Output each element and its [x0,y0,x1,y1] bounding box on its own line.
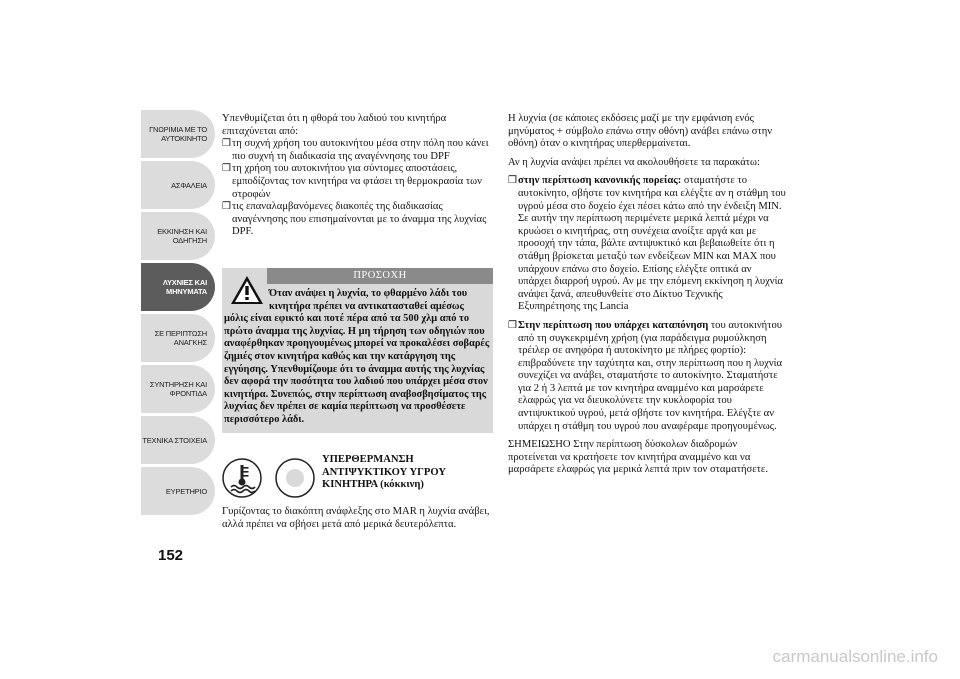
right-column [508,113,786,477]
note-paragraph: ΣΗΜΕΙΩΣΗΟ Στην περίπτωση δύσκολων διαδρομών προτείνεται να κρατήσετε τον κινητήρα αναμμένο και να μαρσάρετε ελαφρώς για μερικά λεπτά πριν τον σταματήσετε. [508,439,769,476]
tab-emergency[interactable] [141,314,215,362]
tab-warning-lights[interactable] [141,263,215,311]
watermark: carmanualsonline.info [772,647,938,666]
paragraph: Αν η λυχνία ανάψει πρέπει να ακολουθήσετε τα παρακάτω: [508,156,760,168]
checkbox-bullet-icon: ❒ [222,163,231,175]
tab-starting-driving[interactable] [141,212,215,260]
list-item-text: τη συχνή χρήση του αυτοκινήτου μέσα στην πόλη που κάνει πιο συχνή τη διαδικασία της αναγέννησης του DPF [232,138,489,162]
tab-technical-data[interactable] [141,416,215,464]
list-item-heading: στην περίπτωση κανονικής πορείας: [518,175,682,187]
checkbox-bullet-icon: ❒ [508,175,517,187]
warning-title: ΠΡΟΣΟΧΗ [267,268,493,284]
tab-safety[interactable] [141,161,215,209]
list-item [508,320,786,433]
warning-text [222,288,490,427]
page-number: 152 [158,547,184,564]
chapter-sidebar [141,110,215,518]
warning-text-rest: μόλις είναι εφικτό και ποτέ πέρα από τα 500 χλμ από το πρώτο άναμμα της λυχνίας. Η μη τήρηση των οδηγιών που αναφέρθηκαν προηγουμένως μπορεί να προκαλέσει σοβαρές ζημιές στον κινητήρα καθώς και την κατάργηση της εγγύησης. Υπενθυμίζουμε ότι το άναμμα αυτής της λυχνίας δεν αφορά την ποσότητα του λαδιού που υπάρχει μέσα στον κινητήρα. Συνεπώς, στην περίπτωση αναβοσβησίματος της λυχνίας δεν πρέπει σε καμία περίπτωση να προσθέσετε περισσότερο λάδι. [224,313,490,425]
list-item [222,138,492,163]
tab-label: ΣΥΝΤΗΡΗΣΗ ΚΑΙ ΦΡΟΝΤΙΔΑ [149,380,207,398]
indicator-text: Γυρίζοντας το διακόπτη ανάφλεξης στο MAR η λυχνία ανάβει, αλλά πρέπει να σβήσει μετά από μερικά δευτερόλεπτα. [222,506,490,530]
checkbox-bullet-icon: ❒ [508,319,517,331]
tab-getting-to-know[interactable] [141,110,215,158]
checkbox-bullet-icon: ❒ [222,201,231,213]
list-item-text: τις επαναλαμβανόμενες διακοπές της διαδικασίας αναγέννησης που επισημαίνονται με το άναμμα της λυχνίας DPF. [232,201,487,238]
tab-label: ΕΚΚΙΝΗΣΗ ΚΑΙ ΟΔΗΓΗΣΗ [157,227,207,245]
warning-box [222,268,493,433]
indicator-title: ΥΠΕΡΘΕΡΜΑΝΣΗ ΑΝΤΙΨΥΚΤΙΚΟΥ ΥΓΡΟΥ ΚΙΝΗΤΗΡΑ (κόκκινη) [322,454,446,491]
list-item [222,201,492,239]
tab-maintenance[interactable] [141,365,215,413]
list-item [508,175,786,314]
indicator-icons [222,456,322,500]
coolant-temperature-icon [223,459,261,497]
list-item-text: του αυτοκινήτου από τη συγκεκριμένη χρήση (για παράδειγμα ρυμούλκηση τρέιλερ σε ανηφόρα ή αυτοκίνητο με πλήρες φορτίο): επιβραδύνετε την ταχύτητα και, στην περίπτωση που η λυχνία συνεχίζει να ανάβει, σταματήστε το αυτοκίνητο. Σταματήστε για 2 ή 3 λεπτά με τον κινητήρα αναμμένο και μαρσάρετε ελαφρώς για να διευκολύνετε την κυκλοφορία του αντιψυκτικού υγρού, μετά σβήστε τον κινητήρα. Ελέγξτε αν υπάρχει η στάθμη του υγρού που αναφέραμε προηγουμένως. [518,319,783,432]
tab-index[interactable] [141,467,215,515]
warning-text-first: Όταν ανάψει η λυχνία, το φθαρμένο λάδι του κινητήρα πρέπει να αντικατασταθεί αμέσως [269,288,468,312]
tab-label: ΓΝΩΡΙΜΙΑ ΜΕ ΤΟ ΑΥΤΟΚΙΝΗΤΟ [149,125,207,143]
generic-indicator-icon [276,459,314,497]
tab-label: ΕΥΡΕΤΗΡΙΟ [165,486,207,496]
list-item-text: σταματήστε το αυτοκίνητο, σβήστε τον κινητήρα και ελέγξτε αν η στάθμη του υγρού μέσα στο δοχείο έχει πέσει κάτω από την ένδειξη MIN. Σε αυτήν την περίπτωση περιμένετε μερικά λεπτά μέχρι να κρυώσει ο κινητήρας, στη συνέχεια ανοίξτε αργά και με προσοχή την τάπα, βάλτε αντιψυκτικό και βεβαιωθείτε ότι η στάθμη βρίσκεται μεταξύ των ενδείξεων MIN και MAX που υπάρχουν επάνω στο δοχείο. Επίσης ελέγξτε οπτικά αν υπάρχει διαρροή υγρού. Αν με την επόμενη εκκίνηση η λυχνία ανάψει ξανά, απευθυνθείτε στο Δίκτυο Τεχνικής Εξυπηρέτησης της Lancia [518,175,786,313]
paragraph: Η λυχνία (σε κάποιες εκδόσεις μαζί με την εμφάνιση ενός μηνύματος + σύμβολο επάνω στην οθόνη) ανάβει επάνω στην οθόνη) όταν ο κινητήρας υπερθερμαίνεται. [508,113,773,150]
intro-paragraph: Υπενθυμίζεται ότι η φθορά του λαδιού του κινητήρα επιταχύνεται από: [222,113,447,137]
tab-label: ΤΕΧΝΙΚΑ ΣΤΟΙΧΕΙΑ [142,435,207,445]
checkbox-bullet-icon: ❒ [222,138,231,150]
tab-label: ΑΣΦΑΛΕΙΑ [171,180,207,190]
list-item-text: τη χρήση του αυτοκινήτου για σύντομες αποστάσεις, εμποδίζοντας τον κινητήρα να φτάσει τη θερμοκρασία των στροφών [232,163,482,200]
tab-label: ΣΕ ΠΕΡΙΠΤΩΣΗ ΑΝΑΓΚΗΣ [154,329,207,347]
list-item-heading: Στην περίπτωση που υπάρχει καταπόνηση [518,319,709,331]
list-item [222,163,492,201]
tab-label: ΛΥΧΝΙΕΣ ΚΑΙ ΜΗΝΥΜΑΤΑ [162,278,207,296]
left-column [222,113,492,239]
